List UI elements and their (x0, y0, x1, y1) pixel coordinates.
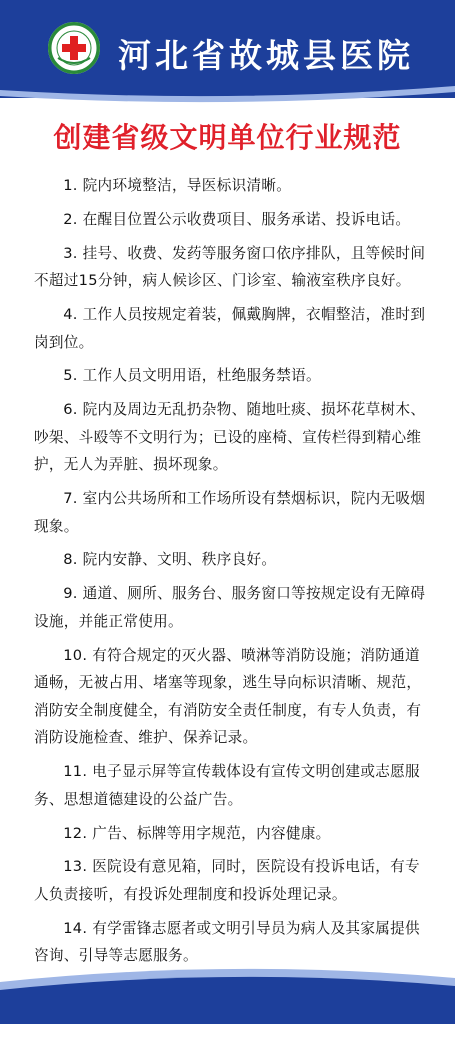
hospital-logo-icon (48, 22, 100, 74)
rule-item: 13. 医院设有意见箱，同时，医院设有投诉电话，有专人负责接听，有投诉处理制度和投诉处理记录。 (34, 858, 420, 903)
rule-item: 3. 挂号、收费、发药等服务窗口依序排队，且等候时间不超过15分钟，病人候诊区、门诊室、输液室秩序良好。 (34, 244, 426, 290)
rule-item: 8. 院内安静、文明、秩序良好。 (63, 551, 277, 569)
rule-item: 6. 院内及周边无乱扔杂物、随地吐痰、损坏花草树木、吵架、斗殴等不文明行为；已设的座椅、宣传栏得到精心维护，无人为弄脏、损坏现象。 (34, 401, 426, 474)
rule-item: 9. 通道、厕所、服务台、服务窗口等按规定设有无障碍设施，并能正常使用。 (34, 585, 426, 630)
header-wave-decoration (0, 78, 455, 108)
rule-item: 2. 在醒目位置公示收费项目、服务承诺、投诉电话。 (63, 210, 411, 228)
rule-item: 11. 电子显示屏等宣传载体设有宣传文明创建或志愿服务、思想道德建设的公益广告。 (34, 763, 420, 808)
rule-item: 5. 工作人员文明用语，杜绝服务禁语。 (63, 367, 321, 385)
rule-item: 4. 工作人员按规定着装，佩戴胸牌，衣帽整洁，准时到岗到位。 (34, 305, 426, 351)
hospital-name: 河北省故城县医院 (118, 36, 414, 75)
rule-item: 14. 有学雷锋志愿者或文明引导员为病人及其家属提供咨询、引导等志愿服务。 (34, 919, 420, 965)
rule-item: 7. 室内公共场所和工作场所设有禁烟标识，院内无吸烟现象。 (34, 490, 426, 535)
rule-item: 10. 有符合规定的灭火器、喷淋等消防设施；消防通道通畅，无被占用、堵塞等现象，逃生导向标识清晰、规范，消防安全制度健全，有消防安全责任制度，有专人负责，有消防设施检查、维护、保养记录。 (34, 646, 422, 747)
page-title: 创建省级文明单位行业规范 (53, 121, 402, 154)
rule-item: 12. 广告、标牌等用字规范，内容健康。 (63, 824, 331, 842)
rule-item: 1. 院内环境整洁，导医标识清晰。 (63, 177, 292, 194)
footer-wave-decoration (0, 952, 455, 1024)
rules-list (34, 172, 432, 1037)
